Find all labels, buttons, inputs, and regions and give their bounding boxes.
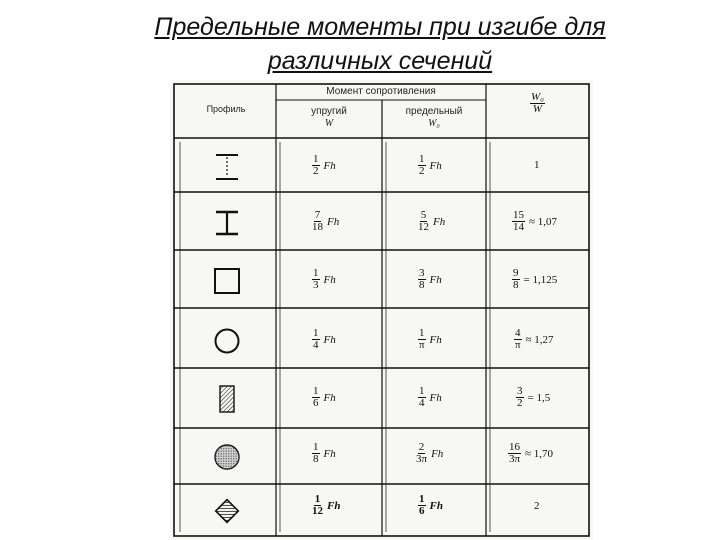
ratio-row-6-num: 16 bbox=[509, 441, 520, 453]
plastic-row-3-unit: Fh bbox=[429, 273, 442, 286]
elastic-row-2-den: 18 bbox=[312, 221, 323, 233]
slide-title-line-2: различных сечений bbox=[267, 47, 493, 75]
elastic-row-2 bbox=[312, 210, 339, 233]
header-ratio-denominator: W bbox=[532, 103, 543, 115]
header-moment-group: Момент сопротивления bbox=[326, 86, 436, 97]
ratio-row-2-den: 14 bbox=[513, 221, 524, 233]
plastic-row-3-num: 3 bbox=[419, 267, 425, 279]
ratio-row-1: 1 bbox=[534, 159, 540, 171]
plastic-row-1-num: 1 bbox=[419, 153, 425, 165]
plastic-row-4-unit: Fh bbox=[429, 333, 442, 346]
slide-title-line-1: Предельные моменты при изгибе для bbox=[154, 13, 606, 41]
elastic-row-7 bbox=[312, 494, 340, 517]
elastic-row-1-unit: Fh bbox=[323, 159, 336, 172]
ratio-row-2 bbox=[512, 210, 557, 233]
elastic-row-7-den: 12 bbox=[312, 505, 323, 517]
header-elastic-symbol: W bbox=[324, 118, 334, 129]
ratio-row-7: 2 bbox=[534, 500, 540, 512]
plastic-row-2-unit: Fh bbox=[433, 215, 446, 228]
elastic-row-6 bbox=[312, 442, 336, 465]
elastic-row-1-num: 1 bbox=[313, 153, 319, 165]
plastic-row-6 bbox=[416, 442, 443, 465]
elastic-row-7-num: 1 bbox=[314, 493, 321, 505]
elastic-row-7-unit: Fh bbox=[327, 499, 341, 512]
elastic-row-2-num: 7 bbox=[314, 209, 321, 221]
plastic-row-7-num: 1 bbox=[419, 493, 425, 505]
header-elastic: упругий bbox=[311, 106, 347, 117]
plastic-row-7-den: 6 bbox=[419, 505, 425, 517]
elastic-row-6-den: 8 bbox=[313, 453, 319, 465]
ratio-row-3-den: 8 bbox=[513, 279, 519, 291]
plastic-row-1 bbox=[418, 154, 442, 177]
plastic-row-2-den: 12 bbox=[418, 221, 429, 233]
plastic-row-4 bbox=[418, 328, 442, 351]
plastic-row-4-num: 1 bbox=[419, 327, 425, 339]
plastic-row-7 bbox=[418, 494, 443, 517]
plastic-row-6-unit: Fh bbox=[431, 447, 444, 460]
elastic-row-4-num: 1 bbox=[313, 327, 319, 339]
plastic-row-3-den: 8 bbox=[419, 279, 425, 291]
ratio-row-3-value: = 1,125 bbox=[523, 273, 558, 286]
ratio-row-3 bbox=[512, 268, 557, 291]
ratio-row-4-value: ≈ 1,27 bbox=[525, 333, 554, 346]
elastic-row-5-den: 6 bbox=[313, 397, 319, 409]
plastic-row-3 bbox=[418, 268, 442, 291]
header-plastic-symbol: W₀ bbox=[428, 118, 440, 129]
ratio-row-5 bbox=[516, 386, 550, 409]
solid-rectangle-icon bbox=[210, 382, 244, 416]
plastic-row-5-den: 4 bbox=[419, 397, 425, 409]
hollow-square-icon bbox=[210, 264, 244, 298]
elastic-row-1 bbox=[312, 154, 336, 177]
header-profile: Профиль bbox=[206, 104, 246, 114]
ratio-row-6-value: ≈ 1,70 bbox=[525, 447, 554, 460]
elastic-row-6-unit: Fh bbox=[323, 447, 336, 460]
plastic-row-1-unit: Fh bbox=[429, 159, 442, 172]
elastic-row-6-num: 1 bbox=[313, 441, 319, 453]
ratio-row-5-num: 3 bbox=[517, 385, 523, 397]
ratio-row-4-num: 4 bbox=[515, 327, 521, 339]
ratio-row-6-den: 3π bbox=[508, 453, 521, 465]
header-plastic: предельный bbox=[405, 106, 463, 117]
elastic-row-3 bbox=[312, 268, 336, 291]
elastic-row-4 bbox=[312, 328, 336, 351]
slide-title bbox=[0, 10, 720, 78]
solid-circle-icon bbox=[210, 440, 244, 474]
elastic-row-1-den: 2 bbox=[313, 165, 319, 177]
ratio-row-2-value: ≈ 1,07 bbox=[529, 215, 558, 228]
ratio-row-3-num: 9 bbox=[513, 267, 519, 279]
elastic-row-3-den: 3 bbox=[313, 279, 319, 291]
plastic-row-5 bbox=[418, 386, 442, 409]
elastic-row-4-unit: Fh bbox=[323, 333, 336, 346]
plastic-row-4-den: π bbox=[418, 339, 425, 351]
ratio-row-6 bbox=[508, 442, 553, 465]
elastic-row-5 bbox=[312, 386, 336, 409]
plastic-row-6-den: 3π bbox=[416, 453, 428, 465]
elastic-row-3-unit: Fh bbox=[323, 273, 336, 286]
plastic-row-5-unit: Fh bbox=[429, 391, 442, 404]
header-ratio bbox=[486, 92, 589, 115]
moments-table bbox=[170, 80, 593, 540]
plastic-row-5-num: 1 bbox=[419, 385, 425, 397]
i-beam-dashed-icon bbox=[210, 150, 244, 184]
ratio-row-4-den: π bbox=[514, 339, 521, 351]
elastic-row-5-num: 1 bbox=[313, 385, 319, 397]
elastic-row-5-unit: Fh bbox=[323, 391, 336, 404]
ratio-row-4 bbox=[514, 328, 554, 351]
plastic-row-1-den: 2 bbox=[419, 165, 425, 177]
plastic-row-7-unit: Fh bbox=[429, 499, 443, 512]
plastic-row-6-num: 2 bbox=[418, 441, 425, 453]
i-beam-icon bbox=[210, 206, 244, 240]
ratio-row-2-num: 15 bbox=[513, 209, 524, 221]
ratio-row-5-value: = 1,5 bbox=[527, 391, 551, 404]
hollow-circle-icon bbox=[210, 324, 244, 358]
header-ratio-numerator: W₀ bbox=[531, 91, 544, 103]
plastic-row-2-num: 5 bbox=[420, 209, 427, 221]
elastic-row-2-unit: Fh bbox=[327, 215, 340, 228]
solid-diamond-icon bbox=[210, 494, 244, 528]
elastic-row-3-num: 1 bbox=[313, 267, 319, 279]
ratio-row-5-den: 2 bbox=[517, 397, 523, 409]
plastic-row-2 bbox=[418, 210, 445, 233]
elastic-row-4-den: 4 bbox=[313, 339, 319, 351]
